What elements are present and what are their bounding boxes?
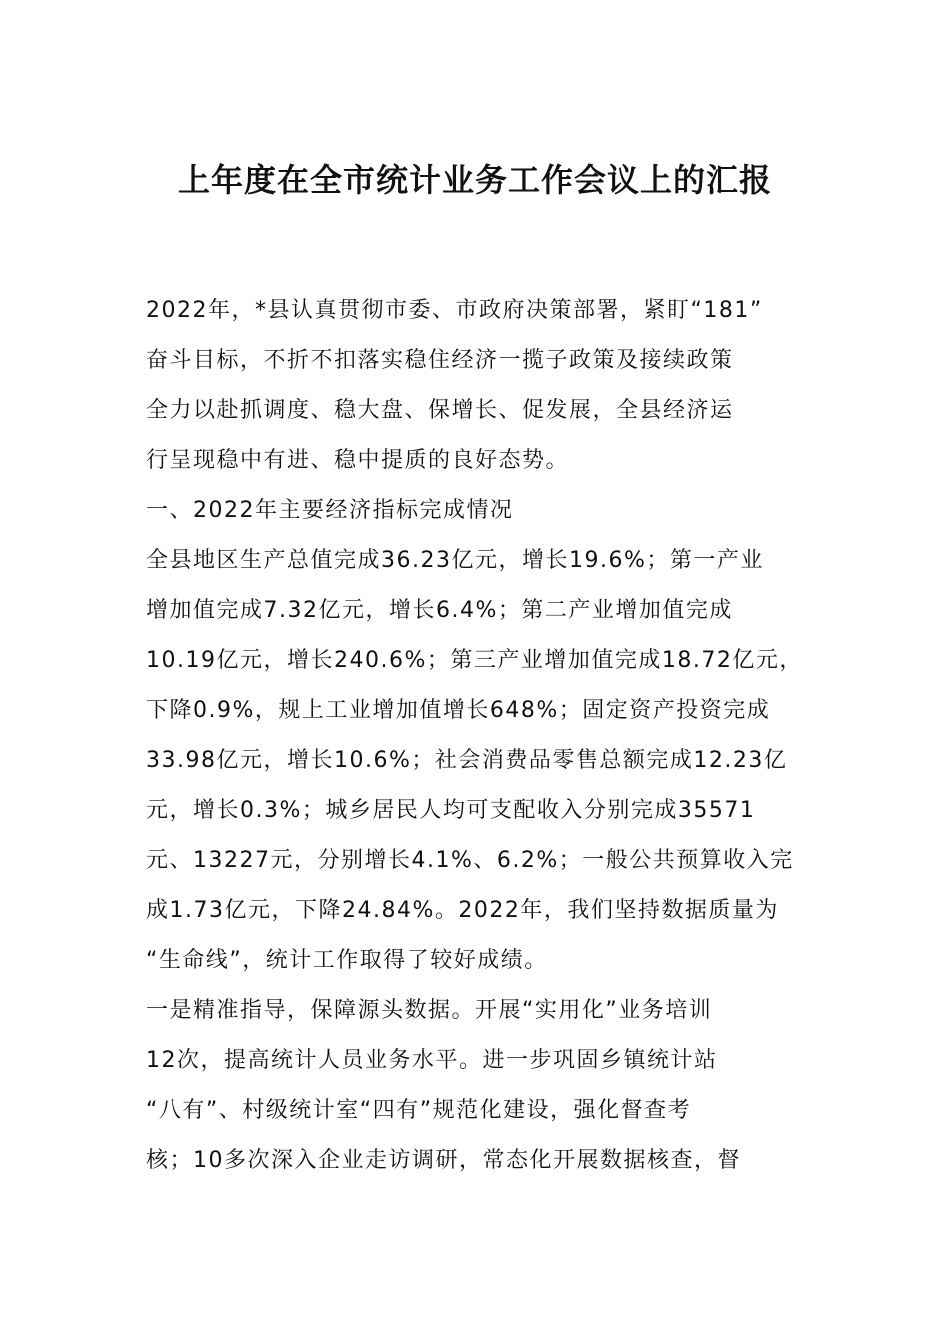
section-heading: 一、2022年主要经济指标完成情况 — [146, 498, 514, 523]
document-title: 上年度在全市统计业务工作会议上的汇报 — [177, 161, 772, 199]
body-line: 元、13227元，分别增长4.1%、6.2%；一般公共预算收入完 — [146, 848, 794, 873]
body-line: 一是精准指导，保障源头数据。开展“实用化”业务培训 — [146, 998, 713, 1023]
body-line: 奋斗目标，不折不扣落实稳住经济一揽子政策及接续政策 — [146, 348, 734, 373]
body-line: 成1.73亿元，下降24.84%。2022年，我们坚持数据质量为 — [146, 898, 779, 923]
body-line: 33.98亿元，增长10.6%；社会消费品零售总额完成12.23亿 — [146, 748, 788, 773]
body-line: 12次，提高统计人员业务水平。进一步巩固乡镇统计站 — [146, 1048, 718, 1073]
body-line: 10.19亿元，增长240.6%；第三产业增加值完成18.72亿元， — [146, 648, 803, 673]
body-line: 全力以赴抓调度、稳大盘、保增长、促发展，全县经济运 — [146, 398, 734, 423]
body-line: 全县地区生产总值完成36.23亿元，增长19.6%；第一产业 — [146, 548, 764, 573]
document-body — [146, 286, 826, 1186]
body-line: 元，增长0.3%；城乡居民人均可支配收入分别完成35571 — [146, 798, 756, 823]
body-line: 增加值完成7.32亿元，增长6.4%；第二产业增加值完成 — [146, 598, 733, 623]
body-line: 下降0.9%，规上工业增加值增长648%；固定资产投资完成 — [146, 698, 771, 723]
body-line: 2022年，*县认真贯彻市委、市政府决策部署，紧盯“181” — [146, 298, 763, 323]
body-line: “生命线”，统计工作取得了较好成绩。 — [146, 948, 548, 973]
body-line: 核；10多次深入企业走访调研，常态化开展数据核查，督 — [146, 1148, 741, 1173]
body-line: 行呈现稳中有进、稳中提质的良好态势。 — [146, 448, 570, 473]
body-line: “八有”、村级统计室“四有”规范化建设，强化督查考 — [146, 1098, 692, 1123]
